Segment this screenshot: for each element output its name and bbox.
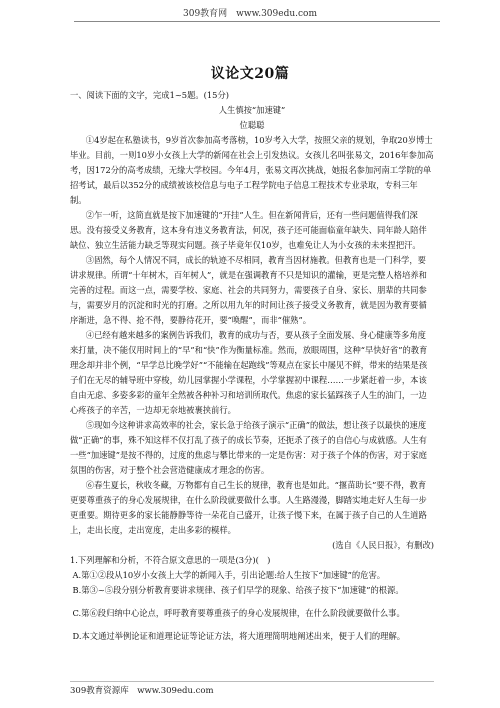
document-body	[70, 88, 434, 644]
option-c: C.第⑥段归纳中心论点，呼吁教育要尊重孩子的身心发展规律，在什么阶段就要做什么事。	[72, 608, 405, 618]
paragraph-1: ①4岁起在私塾读书，9岁首次参加高考落榜，10岁考入大学，按照父亲的规划，争取20岁博士毕业。目前，一则10岁小女孩上大学的新闻在社会上引发热议。女孩儿名叫张易文，2016年参加高考，因172分的高考成绩，无缘大学校园。今年4月，张易文再次挑战，她报名参加河南工学院的单招考试，最后以352分的成绩被该校信息与电子工程学院电子信息工程技术专业录取，专科三年制。	[70, 135, 434, 205]
option-a: A.第①②段从10岁小女孩上大学的新闻入手，引出论题:给人生按下“加速键”的危害。	[72, 570, 386, 580]
article-author: 位聪聪	[239, 120, 265, 130]
paragraph-2: ②乍一听，这简直就是按下加速键的“开挂”人生。但在新闻背后，还有一些问题值得我们深思。没有接受义务教育，这本身有违义务教育法，何况，孩子还可能面临童年缺失、同年龄人陪伴缺位、独立生活能力缺乏等现实问题。孩子毕竟年仅10岁，也难免让人为小女孩的未来捏把汗。	[70, 210, 427, 250]
document-title: 议论文20篇	[210, 66, 290, 82]
paragraph-3: ③固然，每个人情况不同，成长的轨迹不尽相同，教育当因材施教。但教育也是一门科学，要讲求规律。所谓“十年树木，百年树人”，就是在强调教育不只是知识的灌输，更是完整人格培养和完善的过程。而这一点，需要学校、家庭、社会的共同努力，需要孩子自身、家长、朋辈的共同参与，需要岁月的沉淀和时光的打磨。之所以用九年的时间让孩子接受义务教育，就是因为教育要循序渐进，急不得、抢不得，要静待花开，要“唤醒”，而非“催熟”。	[70, 255, 427, 325]
section-heading: 一、阅读下面的文字，完成1~5题。(15分)	[70, 90, 229, 100]
page-header: 309教育网 www.309edu.com	[183, 9, 317, 19]
paragraph-5: ⑤现如今这种讲求高效率的社会，家长急于给孩子演示“正确”的做法，想让孩子以最快的速度做“正确”的事，殊不知这样不仅打乱了孩子的成长节奏，还扼杀了孩子的自信心与成就感。人生有一些“加速键”是按不得的，过度的焦虑与攀比带来的一定是伤害：对于孩子个体的伤害，对于家庭氛围的伤害，对于整个社会营造健康成才理念的伤害。	[70, 420, 427, 475]
header-rule	[74, 21, 440, 22]
option-b: B.第③~⑤段分别分析教育要讲求规律、孩子们早学的现象、给孩子按下“加速键”的根源。	[72, 585, 404, 595]
paragraph-4: ④已经有越来越多的案例告诉我们，教育的成功与否，要从孩子全面发展、身心健康等多角度来打量，决不能仅用时间上的“早”和“快”作为衡量标准。然而，放眼周围，这种“早快好省”的教育理念却并非个例，“早学总比晚学好”“不能输在起跑线”等观点在家长中屡见不鲜，带来的结果是孩子们在无尽的辅导班中穿梭，幼儿园掌握小学课程，小学掌握初中课程……一步紧赶着一步，本该自由无虑、多姿多彩的童年全然被各种补习和培训所取代。焦虑的家长猛踩孩子人生的油门，一边心疼孩子的辛苦，一边却无奈地被裹挟前行。	[70, 330, 428, 415]
article-title: 人生慎按“加速键”	[218, 105, 286, 115]
option-d: D.本文通过举例论证和道理论证等论证方法，将大道理简明地阐述出来，便于人们的理解。	[72, 631, 406, 641]
spacer	[70, 621, 434, 629]
question-1: 1.下列理解和分析，不符合原文意思的一项是(3分)( )	[70, 555, 271, 565]
page-footer: 309教育资源库 www.309edu.com	[70, 686, 214, 696]
footer-rule	[70, 681, 434, 682]
article-source: (选自《人民日报》，有删改)	[332, 540, 434, 550]
spacer	[70, 598, 434, 606]
paragraph-6: ⑥春生夏长，秋收冬藏，万物都有自己生长的规律，教育也是如此。“揠苗助长”要不得，教育更要尊重孩子的身心发展规律，在什么阶段就要做什么事。人生路漫漫，脚踏实地走好人生每一步更重要。期待更多的家长能静静等待一朵花自己盛开，让孩子慢下来，在属于孩子自己的人生道路上，走出长度，走出宽度，走出多彩的模样。	[70, 480, 427, 535]
